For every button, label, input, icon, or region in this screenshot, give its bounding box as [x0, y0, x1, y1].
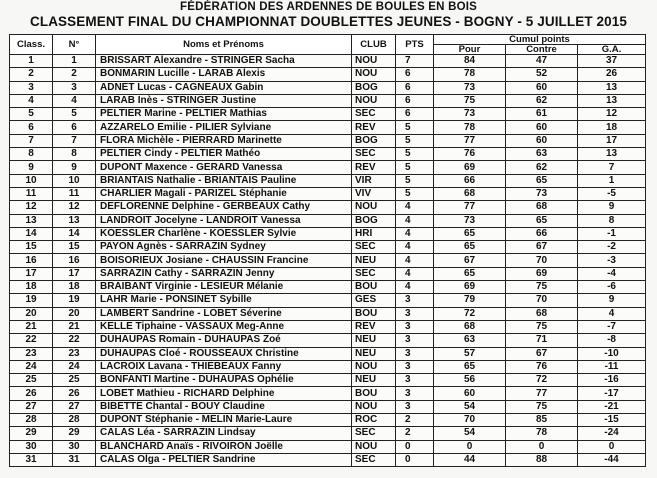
cell-club: SEC	[352, 108, 396, 121]
table-row	[10, 307, 646, 320]
cell-number: 24	[53, 360, 96, 373]
cell-pour: 73	[434, 81, 506, 94]
cell-names: BLANCHARD Anaïs - RIVOIRON Joëlle	[96, 440, 352, 453]
page-title: CLASSEMENT FINAL DU CHAMPIONNAT DOUBLETTES JEUNES - BOGNY - 5 JUILLET 2015	[30, 14, 627, 29]
cell-names: BONMARIN Lucille - LARAB Alexis	[96, 68, 352, 81]
cell-names: PELTIER Cindy - PELTIER Mathéo	[96, 148, 352, 161]
cell-class: 16	[10, 254, 53, 267]
cell-pour: 69	[434, 161, 506, 174]
cell-ga: 7	[578, 161, 646, 174]
table-row	[10, 347, 646, 360]
col-header-cumul: Cumul points	[434, 35, 646, 45]
table-row	[10, 227, 646, 240]
cell-number: 23	[53, 347, 96, 360]
cell-number: 15	[53, 241, 96, 254]
cell-pts: 5	[396, 187, 434, 200]
cell-ga: -3	[578, 254, 646, 267]
cell-class: 28	[10, 414, 53, 427]
cell-pour: 72	[434, 307, 506, 320]
cell-names: SARRAZIN Cathy - SARRAZIN Jenny	[96, 267, 352, 280]
cell-contre: 62	[506, 94, 578, 107]
cell-contre: 62	[506, 161, 578, 174]
table-row	[10, 55, 646, 68]
cell-ga: 4	[578, 307, 646, 320]
cell-number: 6	[53, 121, 96, 134]
cell-pts: 4	[396, 241, 434, 254]
cell-contre: 66	[506, 227, 578, 240]
cell-ga: 13	[578, 94, 646, 107]
cell-pts: 0	[396, 440, 434, 453]
cell-club: NOU	[352, 360, 396, 373]
table-row	[10, 241, 646, 254]
cell-class: 31	[10, 453, 53, 466]
cell-ga: 37	[578, 55, 646, 68]
cell-contre: 85	[506, 414, 578, 427]
cell-ga: -16	[578, 374, 646, 387]
cell-names: LACROIX Lavana - THIEBEAUX Fanny	[96, 360, 352, 373]
cell-ga: -7	[578, 320, 646, 333]
cell-pts: 5	[396, 174, 434, 187]
cell-class: 5	[10, 108, 53, 121]
cell-number: 20	[53, 307, 96, 320]
cell-contre: 75	[506, 281, 578, 294]
table-row	[10, 360, 646, 373]
cell-ga: -15	[578, 414, 646, 427]
cell-club: NOU	[352, 400, 396, 413]
organization-heading: FÉDÉRATION DES ARDENNES DE BOULES EN BOIS	[179, 1, 477, 13]
cell-class: 12	[10, 201, 53, 214]
cell-ga: 9	[578, 294, 646, 307]
cell-pts: 2	[396, 427, 434, 440]
cell-number: 5	[53, 108, 96, 121]
cell-pts: 5	[396, 121, 434, 134]
cell-names: BRIANTAIS Nathalie - BRIANTAIS Pauline	[96, 174, 352, 187]
cell-pts: 3	[396, 347, 434, 360]
cell-names: AZZARELO Emilie - PILIER Sylviane	[96, 121, 352, 134]
cell-class: 14	[10, 227, 53, 240]
cell-club: GES	[352, 294, 396, 307]
table-row	[10, 440, 646, 453]
cell-club: REV	[352, 121, 396, 134]
cell-club: SEC	[352, 453, 396, 466]
cell-ga: 12	[578, 108, 646, 121]
table-row	[10, 161, 646, 174]
table-row	[10, 281, 646, 294]
cell-club: REV	[352, 320, 396, 333]
results-body	[10, 55, 646, 467]
cell-ga: -5	[578, 187, 646, 200]
cell-club: BOU	[352, 281, 396, 294]
cell-number: 9	[53, 161, 96, 174]
cell-club: VIR	[352, 174, 396, 187]
cell-pour: 54	[434, 427, 506, 440]
cell-pts: 4	[396, 201, 434, 214]
cell-ga: -11	[578, 360, 646, 373]
cell-names: DUHAUPAS Romain - DUHAUPAS Zoé	[96, 334, 352, 347]
cell-contre: 70	[506, 254, 578, 267]
cell-contre: 71	[506, 334, 578, 347]
table-row	[10, 201, 646, 214]
cell-class: 29	[10, 427, 53, 440]
cell-contre: 68	[506, 307, 578, 320]
col-header-pts: PTS	[396, 35, 434, 55]
col-header-pour: Pour	[434, 45, 506, 55]
cell-pts: 5	[396, 134, 434, 147]
cell-contre: 65	[506, 174, 578, 187]
cell-club: NEU	[352, 334, 396, 347]
table-row	[10, 121, 646, 134]
table-row	[10, 414, 646, 427]
cell-number: 21	[53, 320, 96, 333]
cell-club: SEC	[352, 267, 396, 280]
cell-names: BRAIBANT Virginie - LESIEUR Mélanie	[96, 281, 352, 294]
cell-contre: 88	[506, 453, 578, 466]
cell-pour: 65	[434, 360, 506, 373]
table-row	[10, 453, 646, 466]
cell-club: ROC	[352, 414, 396, 427]
table-row	[10, 174, 646, 187]
cell-class: 25	[10, 374, 53, 387]
cell-contre: 67	[506, 347, 578, 360]
table-row	[10, 134, 646, 147]
cell-ga: -1	[578, 227, 646, 240]
cell-contre: 75	[506, 320, 578, 333]
cell-ga: 26	[578, 68, 646, 81]
cell-number: 16	[53, 254, 96, 267]
cell-pts: 6	[396, 108, 434, 121]
table-row	[10, 374, 646, 387]
cell-class: 30	[10, 440, 53, 453]
cell-class: 9	[10, 161, 53, 174]
cell-names: BONFANTI Martine - DUHAUPAS Ophélie	[96, 374, 352, 387]
cell-ga: -4	[578, 267, 646, 280]
table-row	[10, 267, 646, 280]
cell-club: NEU	[352, 347, 396, 360]
cell-pour: 76	[434, 148, 506, 161]
cell-pts: 4	[396, 281, 434, 294]
cell-pts: 7	[396, 55, 434, 68]
cell-class: 21	[10, 320, 53, 333]
cell-club: NOU	[352, 201, 396, 214]
cell-number: 1	[53, 55, 96, 68]
cell-contre: 47	[506, 55, 578, 68]
cell-pour: 75	[434, 94, 506, 107]
table-row	[10, 108, 646, 121]
table-row	[10, 254, 646, 267]
cell-names: DUHAUPAS Cloé - ROUSSEAUX Christine	[96, 347, 352, 360]
cell-class: 1	[10, 55, 53, 68]
cell-pts: 3	[396, 374, 434, 387]
cell-contre: 75	[506, 400, 578, 413]
cell-contre: 52	[506, 68, 578, 81]
cell-names: LOBET Mathieu - RICHARD Delphine	[96, 387, 352, 400]
cell-ga: -2	[578, 241, 646, 254]
cell-names: LAMBERT Sandrine - LOBET Séverine	[96, 307, 352, 320]
cell-ga: 0	[578, 440, 646, 453]
cell-pts: 6	[396, 68, 434, 81]
cell-club: BOG	[352, 81, 396, 94]
cell-club: VIV	[352, 187, 396, 200]
cell-names: BIBETTE Chantal - BOUY Claudine	[96, 400, 352, 413]
cell-ga: -24	[578, 427, 646, 440]
cell-names: KELLE Tiphaine - VASSAUX Meg-Anne	[96, 320, 352, 333]
cell-names: LAHR Marie - PONSINET Sybille	[96, 294, 352, 307]
cell-class: 17	[10, 267, 53, 280]
cell-names: BRISSART Alexandre - STRINGER Sacha	[96, 55, 352, 68]
cell-pour: 67	[434, 254, 506, 267]
cell-contre: 0	[506, 440, 578, 453]
cell-class: 13	[10, 214, 53, 227]
cell-pour: 63	[434, 334, 506, 347]
cell-pour: 65	[434, 227, 506, 240]
cell-pts: 3	[396, 360, 434, 373]
cell-pts: 3	[396, 307, 434, 320]
cell-pour: 70	[434, 414, 506, 427]
table-row	[10, 214, 646, 227]
col-header-class: Class.	[10, 35, 53, 55]
cell-ga: 13	[578, 81, 646, 94]
col-header-club: CLUB	[352, 35, 396, 55]
cell-number: 10	[53, 174, 96, 187]
cell-pour: 0	[434, 440, 506, 453]
table-row	[10, 387, 646, 400]
cell-class: 15	[10, 241, 53, 254]
cell-class: 8	[10, 148, 53, 161]
cell-club: SEC	[352, 241, 396, 254]
cell-pour: 44	[434, 453, 506, 466]
cell-class: 2	[10, 68, 53, 81]
table-row	[10, 334, 646, 347]
cell-contre: 60	[506, 121, 578, 134]
cell-contre: 63	[506, 148, 578, 161]
cell-pour: 77	[434, 201, 506, 214]
cell-names: ADNET Lucas - CAGNEAUX Gabin	[96, 81, 352, 94]
cell-number: 29	[53, 427, 96, 440]
cell-number: 17	[53, 267, 96, 280]
cell-class: 18	[10, 281, 53, 294]
cell-number: 18	[53, 281, 96, 294]
cell-number: 11	[53, 187, 96, 200]
cell-pour: 78	[434, 121, 506, 134]
cell-ga: 17	[578, 134, 646, 147]
cell-class: 26	[10, 387, 53, 400]
cell-pts: 4	[396, 267, 434, 280]
cell-number: 19	[53, 294, 96, 307]
cell-pts: 5	[396, 161, 434, 174]
cell-number: 27	[53, 400, 96, 413]
cell-pts: 6	[396, 94, 434, 107]
cell-pts: 0	[396, 453, 434, 466]
cell-names: LARAB Inès - STRINGER Justine	[96, 94, 352, 107]
cell-pts: 4	[396, 254, 434, 267]
cell-ga: -8	[578, 334, 646, 347]
header-row-top	[10, 35, 646, 45]
cell-contre: 65	[506, 214, 578, 227]
cell-number: 4	[53, 94, 96, 107]
cell-pts: 3	[396, 400, 434, 413]
cell-club: NOU	[352, 440, 396, 453]
cell-pts: 5	[396, 148, 434, 161]
cell-class: 24	[10, 360, 53, 373]
cell-contre: 68	[506, 201, 578, 214]
cell-pour: 60	[434, 387, 506, 400]
cell-club: NOU	[352, 68, 396, 81]
cell-class: 3	[10, 81, 53, 94]
cell-pts: 3	[396, 334, 434, 347]
cell-pour: 66	[434, 174, 506, 187]
cell-pour: 65	[434, 267, 506, 280]
cell-number: 26	[53, 387, 96, 400]
cell-ga: 18	[578, 121, 646, 134]
col-header-ga: G.A.	[578, 45, 646, 55]
cell-pour: 57	[434, 347, 506, 360]
cell-club: BOU	[352, 307, 396, 320]
results-table	[9, 34, 646, 467]
cell-pour: 73	[434, 214, 506, 227]
table-row	[10, 427, 646, 440]
cell-club: SEC	[352, 148, 396, 161]
cell-contre: 61	[506, 108, 578, 121]
cell-club: BOU	[352, 387, 396, 400]
cell-names: PELTIER Marine - PELTIER Mathias	[96, 108, 352, 121]
cell-ga: 8	[578, 214, 646, 227]
cell-class: 22	[10, 334, 53, 347]
cell-names: DUPONT Maxence - GERARD Vanessa	[96, 161, 352, 174]
col-header-names: Noms et Prénoms	[96, 35, 352, 55]
table-row	[10, 94, 646, 107]
cell-class: 27	[10, 400, 53, 413]
cell-number: 28	[53, 414, 96, 427]
cell-class: 7	[10, 134, 53, 147]
cell-class: 10	[10, 174, 53, 187]
cell-ga: -21	[578, 400, 646, 413]
cell-names: BOISORIEUX Josiane - CHAUSSIN Francine	[96, 254, 352, 267]
cell-pour: 78	[434, 68, 506, 81]
cell-pts: 4	[396, 227, 434, 240]
cell-contre: 78	[506, 427, 578, 440]
cell-contre: 77	[506, 387, 578, 400]
cell-names: FLORA Michèle - PIERRARD Marinette	[96, 134, 352, 147]
cell-number: 14	[53, 227, 96, 240]
cell-contre: 60	[506, 134, 578, 147]
cell-pour: 84	[434, 55, 506, 68]
cell-names: PAYON Agnès - SARRAZIN Sydney	[96, 241, 352, 254]
cell-number: 31	[53, 453, 96, 466]
cell-names: LANDROIT Jocelyne - LANDROIT Vanessa	[96, 214, 352, 227]
cell-pts: 3	[396, 320, 434, 333]
cell-club: NEU	[352, 374, 396, 387]
cell-number: 25	[53, 374, 96, 387]
cell-ga: 9	[578, 201, 646, 214]
cell-club: REV	[352, 161, 396, 174]
cell-club: BOG	[352, 134, 396, 147]
cell-class: 23	[10, 347, 53, 360]
cell-class: 19	[10, 294, 53, 307]
cell-names: CHARLIER Magali - PARIZEL Stéphanie	[96, 187, 352, 200]
cell-names: CALAS Léa - SARRAZIN Lindsay	[96, 427, 352, 440]
cell-number: 3	[53, 81, 96, 94]
cell-pts: 4	[396, 214, 434, 227]
cell-class: 6	[10, 121, 53, 134]
cell-contre: 76	[506, 360, 578, 373]
cell-ga: -6	[578, 281, 646, 294]
cell-names: CALAS Olga - PELTIER Sandrine	[96, 453, 352, 466]
cell-number: 12	[53, 201, 96, 214]
cell-club: NOU	[352, 55, 396, 68]
cell-pts: 3	[396, 387, 434, 400]
cell-number: 22	[53, 334, 96, 347]
cell-ga: -17	[578, 387, 646, 400]
cell-club: HRI	[352, 227, 396, 240]
cell-pour: 68	[434, 320, 506, 333]
cell-ga: 1	[578, 174, 646, 187]
cell-pts: 6	[396, 81, 434, 94]
cell-contre: 72	[506, 374, 578, 387]
cell-contre: 67	[506, 241, 578, 254]
cell-pts: 2	[396, 414, 434, 427]
cell-ga: -44	[578, 453, 646, 466]
cell-club: NOU	[352, 94, 396, 107]
cell-pour: 65	[434, 241, 506, 254]
cell-pour: 73	[434, 108, 506, 121]
cell-class: 4	[10, 94, 53, 107]
col-header-number: N°	[53, 35, 96, 55]
cell-names: DUPONT Stéphanie - MELIN Marie-Laure	[96, 414, 352, 427]
table-row	[10, 68, 646, 81]
cell-club: BOG	[352, 214, 396, 227]
cell-names: DEFLORENNE Delphine - GERBEAUX Cathy	[96, 201, 352, 214]
cell-pour: 68	[434, 187, 506, 200]
cell-contre: 69	[506, 267, 578, 280]
cell-contre: 70	[506, 294, 578, 307]
cell-number: 13	[53, 214, 96, 227]
cell-ga: 13	[578, 148, 646, 161]
cell-club: SEC	[352, 427, 396, 440]
cell-pts: 3	[396, 294, 434, 307]
table-row	[10, 320, 646, 333]
table-row	[10, 400, 646, 413]
cell-number: 2	[53, 68, 96, 81]
cell-pour: 56	[434, 374, 506, 387]
cell-number: 7	[53, 134, 96, 147]
cell-class: 11	[10, 187, 53, 200]
cell-contre: 60	[506, 81, 578, 94]
col-header-contre: Contre	[506, 45, 578, 55]
table-row	[10, 294, 646, 307]
cell-pour: 54	[434, 400, 506, 413]
cell-pour: 77	[434, 134, 506, 147]
cell-club: NEU	[352, 254, 396, 267]
cell-names: KOESSLER Charlène - KOESSLER Sylvie	[96, 227, 352, 240]
cell-class: 20	[10, 307, 53, 320]
cell-number: 30	[53, 440, 96, 453]
cell-pour: 79	[434, 294, 506, 307]
cell-contre: 73	[506, 187, 578, 200]
cell-number: 8	[53, 148, 96, 161]
cell-ga: -10	[578, 347, 646, 360]
cell-pour: 69	[434, 281, 506, 294]
table-row	[10, 187, 646, 200]
table-row	[10, 148, 646, 161]
table-row	[10, 81, 646, 94]
